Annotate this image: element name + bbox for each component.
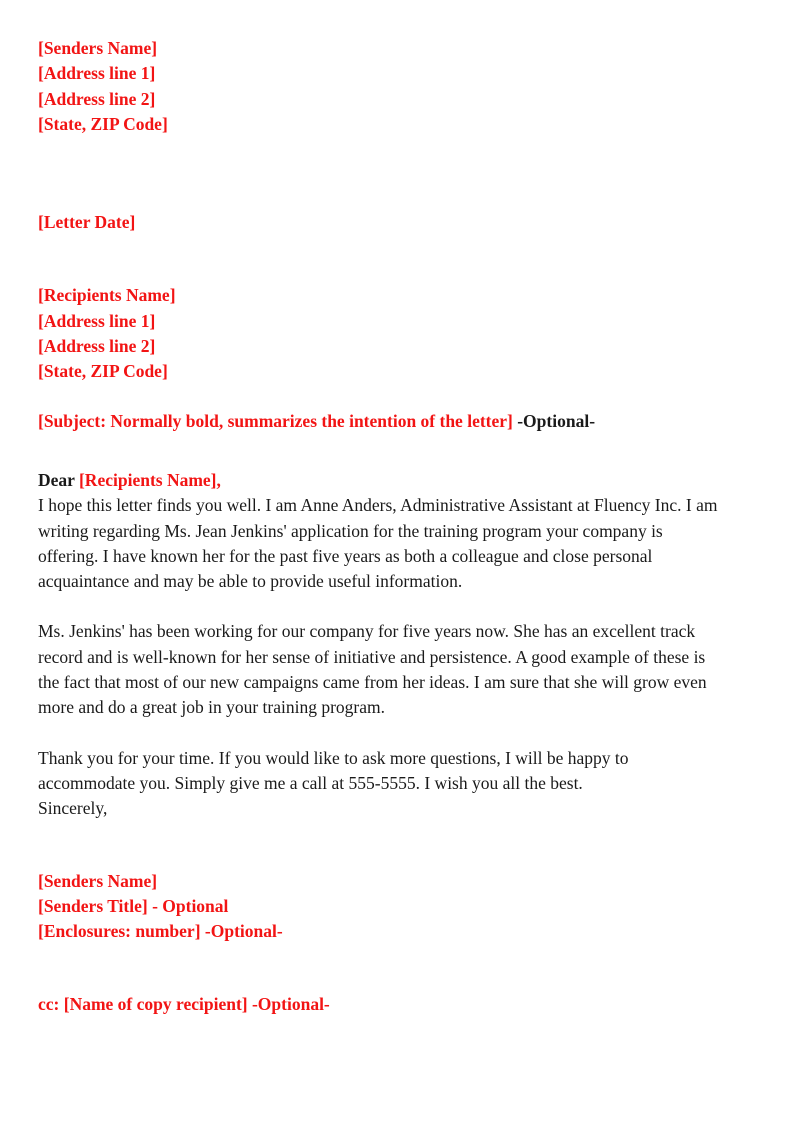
sender-address-line-2: [Address line 2] [38, 88, 156, 109]
sender-name-placeholder: [Senders Name] [38, 38, 158, 58]
recipient-state-zip: [State, ZIP Code] [38, 361, 168, 382]
body-paragraph-1: I hope this letter finds you well. I am Anne Anders, Administrative Assistant at Fluency Inc. I am writing regarding Ms. Jean Jenkins' application for the training program your company is offering. I have known her for the past five years as both a colleague and close personal acquaintance and may be able to provide useful information. [38, 495, 718, 592]
sender-address-block [38, 36, 728, 137]
closing-enclosures: [Enclosures: number] -Optional- [38, 921, 283, 942]
subject-line [38, 409, 728, 434]
closing-signature-block [38, 869, 728, 945]
recipient-address-block [38, 283, 728, 384]
body-paragraph-2: Ms. Jenkins' has been working for our company for five years now. She has an excellent track record and is well-known for her sense of initiative and persistence. A good example of these is the fact that most of our new campaigns came from her ideas. I am sure that she will grow even more and do a great job in your training program. [38, 621, 707, 718]
subject-placeholder: [Subject: Normally bold, summarizes the intention of the letter] [38, 410, 513, 431]
closing-sender-name: [Senders Name] [38, 870, 158, 891]
letter-date-block [38, 210, 728, 235]
salutation-greeting: Dear [38, 469, 79, 490]
recipient-address-line-1: [Address line 1] [38, 310, 156, 331]
recipient-name-placeholder: [Recipients Name] [38, 285, 176, 306]
sign-off-line: Sincerely, [38, 798, 108, 819]
sender-address-line-1: [Address line 1] [38, 63, 156, 84]
salutation-recipient-placeholder: [Recipients Name], [78, 469, 221, 490]
spacer-sender-date [38, 137, 728, 210]
spacer-closing-cc [38, 944, 728, 992]
spacer-para-1-2 [38, 594, 728, 619]
spacer-recipient-subject [38, 385, 728, 409]
spacer-signoff-closing [38, 822, 728, 869]
subject-optional-note: -Optional- [512, 410, 596, 431]
spacer-para-2-3 [38, 721, 728, 746]
carbon-copy-line: cc: [Name of copy recipient] -Optional- [38, 994, 330, 1015]
sender-state-zip: [State, ZIP Code] [38, 113, 168, 134]
spacer-subject-salutation [38, 434, 728, 468]
closing-sender-title: [Senders Title] - Optional [38, 895, 229, 916]
spacer-date-recipient [38, 235, 728, 283]
letter-date-placeholder: [Letter Date] [38, 212, 136, 233]
salutation-line [38, 468, 728, 493]
letter-body [38, 36, 728, 1018]
recipient-address-line-2: [Address line 2] [38, 336, 156, 357]
body-paragraph-3: Thank you for your time. If you would like to ask more questions, I will be happy to accommodate you. Simply give me a call at 555-5555. I wish you all the best. [38, 747, 629, 793]
